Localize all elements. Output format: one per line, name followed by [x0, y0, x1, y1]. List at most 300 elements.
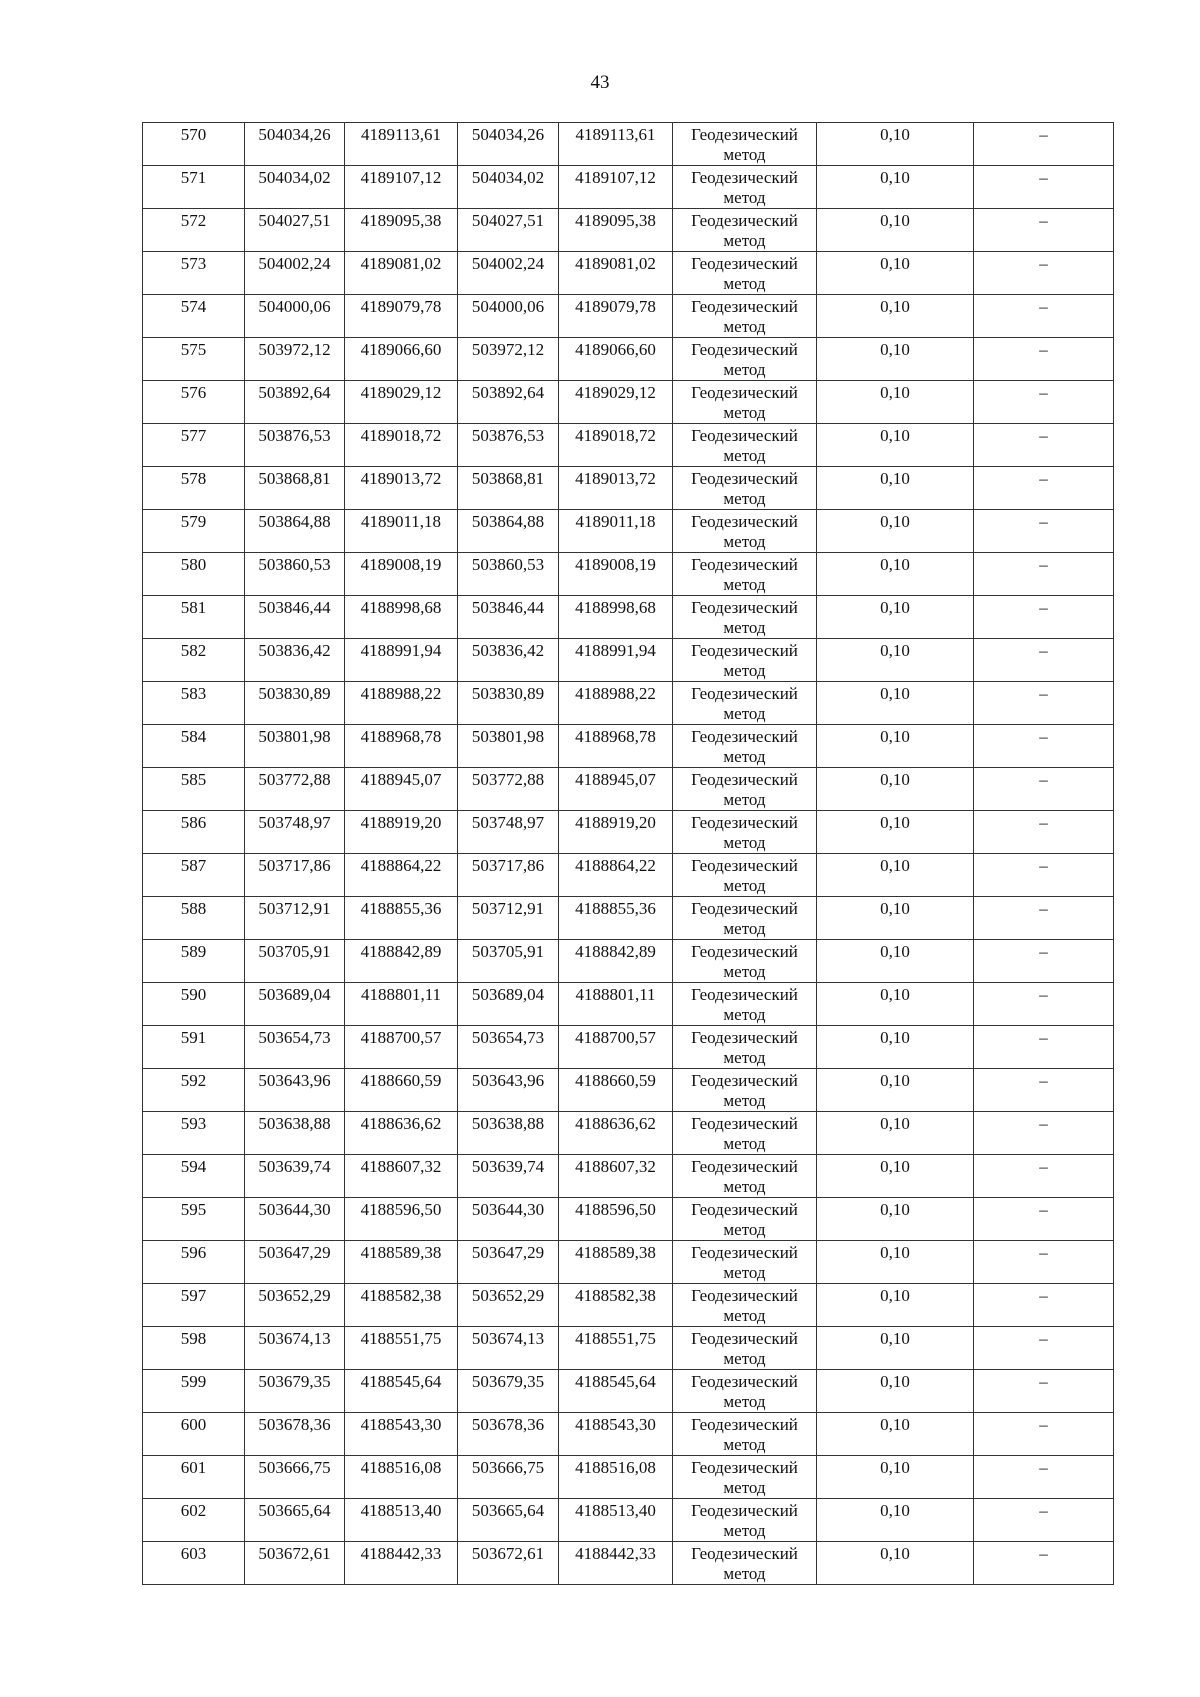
- note-cell: [974, 510, 1114, 553]
- existing-x-cell-text: 503876,53: [258, 426, 331, 445]
- point-number-cell-text: 575: [180, 340, 207, 359]
- refined-x-cell: [458, 682, 559, 725]
- note-cell-text: –: [1039, 899, 1048, 918]
- method-cell: [673, 897, 817, 940]
- accuracy-cell: [817, 295, 974, 338]
- existing-x-cell-text: 503868,81: [258, 469, 331, 488]
- method-cell: [673, 1542, 817, 1585]
- note-cell-text: –: [1039, 1157, 1048, 1176]
- refined-y-cell: [559, 983, 673, 1026]
- method-cell: [673, 166, 817, 209]
- existing-y-cell: [345, 1327, 458, 1370]
- method-cell-text: Геодезический метод: [691, 813, 798, 852]
- method-cell-text: Геодезический метод: [691, 856, 798, 895]
- existing-y-cell-text: 4189095,38: [360, 211, 442, 230]
- existing-x-cell: [245, 1284, 345, 1327]
- refined-y-cell: [559, 682, 673, 725]
- method-cell-text: Геодезический метод: [691, 512, 798, 551]
- accuracy-cell: [817, 1112, 974, 1155]
- method-cell: [673, 1026, 817, 1069]
- existing-x-cell: [245, 768, 345, 811]
- existing-x-cell-text: 504034,26: [258, 125, 331, 144]
- note-cell-text: –: [1039, 641, 1048, 660]
- point-number-cell: [143, 1241, 245, 1284]
- method-cell: [673, 1327, 817, 1370]
- refined-x-cell: [458, 553, 559, 596]
- point-number-cell: [143, 209, 245, 252]
- existing-x-cell: [245, 166, 345, 209]
- existing-x-cell-text: 503801,98: [258, 727, 331, 746]
- existing-y-cell-text: 4188582,38: [360, 1286, 442, 1305]
- refined-x-cell-text: 504002,24: [471, 254, 545, 273]
- table-row: [143, 811, 1114, 854]
- coordinates-table-body: [143, 123, 1114, 1585]
- note-cell: [974, 983, 1114, 1026]
- refined-y-cell-text: 4189011,18: [575, 512, 656, 531]
- point-number-cell: [143, 1198, 245, 1241]
- method-cell: [673, 940, 817, 983]
- refined-x-cell: [458, 1456, 559, 1499]
- method-cell: [673, 639, 817, 682]
- method-cell-text: Геодезический метод: [691, 942, 798, 981]
- refined-x-cell-text: 503638,88: [471, 1114, 545, 1133]
- refined-x-cell-text: 504027,51: [471, 211, 545, 230]
- existing-y-cell: [345, 252, 458, 295]
- refined-y-cell: [559, 1284, 673, 1327]
- point-number-cell-text: 578: [180, 469, 207, 488]
- method-cell-text: Геодезический метод: [691, 168, 798, 207]
- accuracy-cell: [817, 1155, 974, 1198]
- accuracy-cell-text: 0,10: [880, 1286, 910, 1305]
- method-cell-text: Геодезический метод: [691, 1114, 798, 1153]
- refined-y-cell: [559, 295, 673, 338]
- refined-x-cell-text: 503639,74: [471, 1157, 545, 1176]
- table-row: [143, 1413, 1114, 1456]
- existing-y-cell-text: 4189107,12: [360, 168, 442, 187]
- existing-y-cell: [345, 639, 458, 682]
- method-cell: [673, 467, 817, 510]
- note-cell-text: –: [1039, 1286, 1048, 1305]
- note-cell-text: –: [1039, 555, 1048, 574]
- note-cell-text: –: [1039, 1028, 1048, 1047]
- existing-x-cell-text: 503643,96: [258, 1071, 331, 1090]
- method-cell-text: Геодезический метод: [691, 297, 798, 336]
- table-row: [143, 209, 1114, 252]
- method-cell-text: Геодезический метод: [691, 125, 798, 164]
- table-row: [143, 983, 1114, 1026]
- method-cell: [673, 596, 817, 639]
- refined-x-cell: [458, 1327, 559, 1370]
- existing-x-cell-text: 503672,61: [258, 1544, 331, 1563]
- note-cell: [974, 1542, 1114, 1585]
- table-row: [143, 1198, 1114, 1241]
- point-number-cell-text: 576: [180, 383, 207, 402]
- accuracy-cell: [817, 811, 974, 854]
- note-cell: [974, 209, 1114, 252]
- refined-y-cell-text: 4188636,62: [575, 1114, 656, 1133]
- existing-x-cell: [245, 1327, 345, 1370]
- point-number-cell: [143, 854, 245, 897]
- note-cell-text: –: [1039, 426, 1048, 445]
- accuracy-cell-text: 0,10: [880, 340, 910, 359]
- method-cell-text: Геодезический метод: [691, 1200, 798, 1239]
- accuracy-cell: [817, 338, 974, 381]
- existing-y-cell-text: 4188855,36: [360, 899, 442, 918]
- method-cell-text: Геодезический метод: [691, 340, 798, 379]
- existing-y-cell-text: 4188516,08: [360, 1458, 442, 1477]
- accuracy-cell: [817, 381, 974, 424]
- existing-x-cell: [245, 897, 345, 940]
- refined-y-cell: [559, 1542, 673, 1585]
- existing-x-cell-text: 503652,29: [258, 1286, 331, 1305]
- existing-x-cell: [245, 123, 345, 166]
- point-number-cell-text: 579: [180, 512, 207, 531]
- point-number-cell-text: 572: [180, 211, 207, 230]
- existing-y-cell: [345, 1241, 458, 1284]
- existing-x-cell: [245, 381, 345, 424]
- refined-x-cell: [458, 768, 559, 811]
- existing-x-cell-text: 503639,74: [258, 1157, 331, 1176]
- refined-y-cell-text: 4188442,33: [575, 1544, 656, 1563]
- existing-x-cell-text: 503972,12: [258, 340, 331, 359]
- note-cell-text: –: [1039, 383, 1048, 402]
- refined-y-cell-text: 4188801,11: [575, 985, 656, 1004]
- note-cell-text: –: [1039, 1329, 1048, 1348]
- refined-y-cell-text: 4189066,60: [575, 340, 656, 359]
- refined-y-cell-text: 4189013,72: [575, 469, 656, 488]
- refined-y-cell: [559, 424, 673, 467]
- method-cell-text: Геодезический метод: [691, 426, 798, 465]
- note-cell: [974, 596, 1114, 639]
- coordinates-table: [142, 122, 1114, 1585]
- point-number-cell: [143, 510, 245, 553]
- refined-x-cell-text: 503846,44: [471, 598, 545, 617]
- point-number-cell-text: 599: [180, 1372, 207, 1391]
- existing-x-cell-text: 504027,51: [258, 211, 331, 230]
- refined-y-cell: [559, 725, 673, 768]
- refined-x-cell-text: 503717,86: [471, 856, 545, 875]
- existing-y-cell-text: 4188636,62: [360, 1114, 442, 1133]
- method-cell: [673, 983, 817, 1026]
- refined-y-cell-text: 4188842,89: [575, 942, 656, 961]
- refined-x-cell: [458, 1499, 559, 1542]
- note-cell: [974, 1112, 1114, 1155]
- existing-y-cell: [345, 1370, 458, 1413]
- existing-x-cell: [245, 338, 345, 381]
- refined-y-cell-text: 4188998,68: [575, 598, 656, 617]
- method-cell-text: Геодезический метод: [691, 770, 798, 809]
- refined-x-cell-text: 503868,81: [471, 469, 545, 488]
- refined-y-cell: [559, 381, 673, 424]
- accuracy-cell: [817, 1026, 974, 1069]
- refined-y-cell: [559, 639, 673, 682]
- method-cell-text: Геодезический метод: [691, 985, 798, 1024]
- note-cell: [974, 1327, 1114, 1370]
- refined-x-cell: [458, 252, 559, 295]
- method-cell: [673, 1456, 817, 1499]
- method-cell-text: Геодезический метод: [691, 1071, 798, 1110]
- refined-x-cell-text: 503678,36: [471, 1415, 545, 1434]
- existing-y-cell-text: 4188842,89: [360, 942, 442, 961]
- existing-y-cell: [345, 295, 458, 338]
- accuracy-cell: [817, 725, 974, 768]
- existing-x-cell: [245, 1370, 345, 1413]
- existing-y-cell: [345, 1155, 458, 1198]
- note-cell: [974, 1413, 1114, 1456]
- accuracy-cell: [817, 1069, 974, 1112]
- note-cell-text: –: [1039, 813, 1048, 832]
- accuracy-cell: [817, 639, 974, 682]
- refined-y-cell-text: 4189081,02: [575, 254, 656, 273]
- table-row: [143, 252, 1114, 295]
- method-cell: [673, 424, 817, 467]
- refined-x-cell: [458, 1370, 559, 1413]
- refined-x-cell-text: 503665,64: [471, 1501, 545, 1520]
- existing-y-cell: [345, 811, 458, 854]
- refined-x-cell-text: 503712,91: [471, 899, 545, 918]
- point-number-cell-text: 587: [180, 856, 207, 875]
- method-cell: [673, 510, 817, 553]
- existing-x-cell: [245, 424, 345, 467]
- accuracy-cell: [817, 1198, 974, 1241]
- existing-y-cell-text: 4188998,68: [360, 598, 442, 617]
- point-number-cell: [143, 424, 245, 467]
- existing-y-cell-text: 4188551,75: [360, 1329, 442, 1348]
- existing-y-cell-text: 4189011,18: [360, 512, 442, 531]
- method-cell: [673, 1413, 817, 1456]
- accuracy-cell-text: 0,10: [880, 942, 910, 961]
- existing-y-cell: [345, 1112, 458, 1155]
- existing-x-cell: [245, 725, 345, 768]
- refined-y-cell: [559, 1198, 673, 1241]
- table-row: [143, 1542, 1114, 1585]
- existing-x-cell: [245, 811, 345, 854]
- table-row: [143, 1112, 1114, 1155]
- method-cell: [673, 811, 817, 854]
- refined-y-cell-text: 4188596,50: [575, 1200, 656, 1219]
- accuracy-cell-text: 0,10: [880, 1501, 910, 1520]
- method-cell: [673, 1370, 817, 1413]
- note-cell-text: –: [1039, 985, 1048, 1004]
- method-cell-text: Геодезический метод: [691, 1286, 798, 1325]
- method-cell: [673, 854, 817, 897]
- existing-x-cell: [245, 639, 345, 682]
- point-number-cell: [143, 467, 245, 510]
- refined-y-cell-text: 4188919,20: [575, 813, 656, 832]
- refined-y-cell: [559, 553, 673, 596]
- refined-x-cell-text: 503801,98: [471, 727, 545, 746]
- table-row: [143, 725, 1114, 768]
- existing-x-cell-text: 503638,88: [258, 1114, 331, 1133]
- existing-x-cell-text: 503689,04: [258, 985, 331, 1004]
- existing-x-cell: [245, 1499, 345, 1542]
- accuracy-cell: [817, 123, 974, 166]
- point-number-cell-text: 571: [180, 168, 207, 187]
- note-cell-text: –: [1039, 856, 1048, 875]
- existing-y-cell: [345, 1069, 458, 1112]
- existing-y-cell-text: 4189113,61: [360, 125, 442, 144]
- point-number-cell-text: 577: [180, 426, 207, 445]
- existing-y-cell: [345, 1542, 458, 1585]
- refined-x-cell-text: 503647,29: [471, 1243, 545, 1262]
- accuracy-cell: [817, 596, 974, 639]
- table-row: [143, 1499, 1114, 1542]
- refined-y-cell-text: 4188513,40: [575, 1501, 656, 1520]
- point-number-cell-text: 592: [180, 1071, 207, 1090]
- existing-y-cell-text: 4188988,22: [360, 684, 442, 703]
- method-cell: [673, 1284, 817, 1327]
- point-number-cell: [143, 1499, 245, 1542]
- method-cell: [673, 209, 817, 252]
- method-cell-text: Геодезический метод: [691, 555, 798, 594]
- point-number-cell-text: 585: [180, 770, 207, 789]
- existing-y-cell-text: 4189081,02: [360, 254, 442, 273]
- existing-y-cell-text: 4189066,60: [360, 340, 442, 359]
- note-cell-text: –: [1039, 254, 1048, 273]
- existing-y-cell-text: 4188545,64: [360, 1372, 442, 1391]
- refined-y-cell: [559, 1327, 673, 1370]
- existing-y-cell: [345, 897, 458, 940]
- method-cell-text: Геодезический метод: [691, 1415, 798, 1454]
- point-number-cell-text: 581: [180, 598, 207, 617]
- existing-x-cell-text: 503679,35: [258, 1372, 331, 1391]
- existing-x-cell-text: 503647,29: [258, 1243, 331, 1262]
- existing-y-cell-text: 4188543,30: [360, 1415, 442, 1434]
- refined-x-cell: [458, 639, 559, 682]
- accuracy-cell: [817, 854, 974, 897]
- note-cell-text: –: [1039, 1243, 1048, 1262]
- refined-y-cell: [559, 338, 673, 381]
- accuracy-cell-text: 0,10: [880, 641, 910, 660]
- method-cell-text: Геодезический метод: [691, 1157, 798, 1196]
- note-cell-text: –: [1039, 1544, 1048, 1563]
- refined-y-cell: [559, 1112, 673, 1155]
- table-row: [143, 123, 1114, 166]
- refined-x-cell: [458, 983, 559, 1026]
- note-cell: [974, 1456, 1114, 1499]
- existing-y-cell: [345, 682, 458, 725]
- point-number-cell: [143, 811, 245, 854]
- table-row: [143, 295, 1114, 338]
- point-number-cell-text: 589: [180, 942, 207, 961]
- refined-x-cell: [458, 811, 559, 854]
- refined-x-cell-text: 503679,35: [471, 1372, 545, 1391]
- accuracy-cell-text: 0,10: [880, 598, 910, 617]
- table-row: [143, 338, 1114, 381]
- existing-x-cell-text: 503666,75: [258, 1458, 331, 1477]
- accuracy-cell: [817, 768, 974, 811]
- note-cell: [974, 725, 1114, 768]
- existing-x-cell: [245, 467, 345, 510]
- note-cell: [974, 424, 1114, 467]
- accuracy-cell-text: 0,10: [880, 1544, 910, 1563]
- method-cell-text: Геодезический метод: [691, 211, 798, 250]
- method-cell-text: Геодезический метод: [691, 598, 798, 637]
- point-number-cell: [143, 596, 245, 639]
- existing-y-cell-text: 4188864,22: [360, 856, 442, 875]
- accuracy-cell-text: 0,10: [880, 512, 910, 531]
- table-row: [143, 768, 1114, 811]
- accuracy-cell: [817, 553, 974, 596]
- refined-y-cell: [559, 123, 673, 166]
- refined-x-cell-text: 503666,75: [471, 1458, 545, 1477]
- refined-y-cell: [559, 940, 673, 983]
- note-cell: [974, 338, 1114, 381]
- refined-x-cell: [458, 424, 559, 467]
- refined-y-cell: [559, 166, 673, 209]
- existing-y-cell: [345, 209, 458, 252]
- accuracy-cell-text: 0,10: [880, 125, 910, 144]
- accuracy-cell: [817, 897, 974, 940]
- refined-x-cell-text: 504000,06: [471, 297, 545, 316]
- existing-y-cell: [345, 510, 458, 553]
- refined-x-cell: [458, 295, 559, 338]
- refined-y-cell-text: 4188945,07: [575, 770, 656, 789]
- existing-y-cell: [345, 940, 458, 983]
- table-row: [143, 1327, 1114, 1370]
- existing-y-cell-text: 4189018,72: [360, 426, 442, 445]
- refined-x-cell: [458, 1198, 559, 1241]
- refined-y-cell-text: 4188607,32: [575, 1157, 656, 1176]
- refined-x-cell-text: 503748,97: [471, 813, 545, 832]
- accuracy-cell-text: 0,10: [880, 1028, 910, 1047]
- method-cell: [673, 338, 817, 381]
- refined-y-cell: [559, 510, 673, 553]
- accuracy-cell-text: 0,10: [880, 1415, 910, 1434]
- accuracy-cell: [817, 166, 974, 209]
- point-number-cell-text: 580: [180, 555, 207, 574]
- refined-y-cell: [559, 1155, 673, 1198]
- existing-x-cell-text: 503665,64: [258, 1501, 331, 1520]
- refined-y-cell-text: 4188551,75: [575, 1329, 656, 1348]
- note-cell: [974, 1241, 1114, 1284]
- accuracy-cell-text: 0,10: [880, 1114, 910, 1133]
- accuracy-cell-text: 0,10: [880, 813, 910, 832]
- refined-y-cell: [559, 1456, 673, 1499]
- refined-x-cell-text: 503652,29: [471, 1286, 545, 1305]
- refined-y-cell-text: 4188864,22: [575, 856, 656, 875]
- note-cell: [974, 811, 1114, 854]
- existing-x-cell: [245, 983, 345, 1026]
- note-cell: [974, 1499, 1114, 1542]
- table-row: [143, 166, 1114, 209]
- note-cell-text: –: [1039, 297, 1048, 316]
- table-row: [143, 510, 1114, 553]
- page-number: 43: [590, 72, 610, 93]
- refined-x-cell: [458, 1413, 559, 1456]
- point-number-cell-text: 588: [180, 899, 207, 918]
- method-cell-text: Геодезический метод: [691, 383, 798, 422]
- existing-y-cell: [345, 1198, 458, 1241]
- existing-y-cell: [345, 1413, 458, 1456]
- accuracy-cell-text: 0,10: [880, 555, 910, 574]
- refined-x-cell-text: 503672,61: [471, 1544, 545, 1563]
- existing-y-cell-text: 4188700,57: [360, 1028, 442, 1047]
- point-number-cell-text: 601: [180, 1458, 207, 1477]
- note-cell: [974, 897, 1114, 940]
- existing-x-cell-text: 503836,42: [258, 641, 331, 660]
- existing-x-cell: [245, 854, 345, 897]
- refined-x-cell-text: 503689,04: [471, 985, 545, 1004]
- refined-y-cell-text: 4188855,36: [575, 899, 656, 918]
- accuracy-cell-text: 0,10: [880, 1372, 910, 1391]
- table-row: [143, 1284, 1114, 1327]
- method-cell-text: Геодезический метод: [691, 1329, 798, 1368]
- refined-x-cell-text: 503674,13: [471, 1329, 545, 1348]
- table-row: [143, 1370, 1114, 1413]
- existing-y-cell-text: 4189079,78: [360, 297, 442, 316]
- method-cell: [673, 295, 817, 338]
